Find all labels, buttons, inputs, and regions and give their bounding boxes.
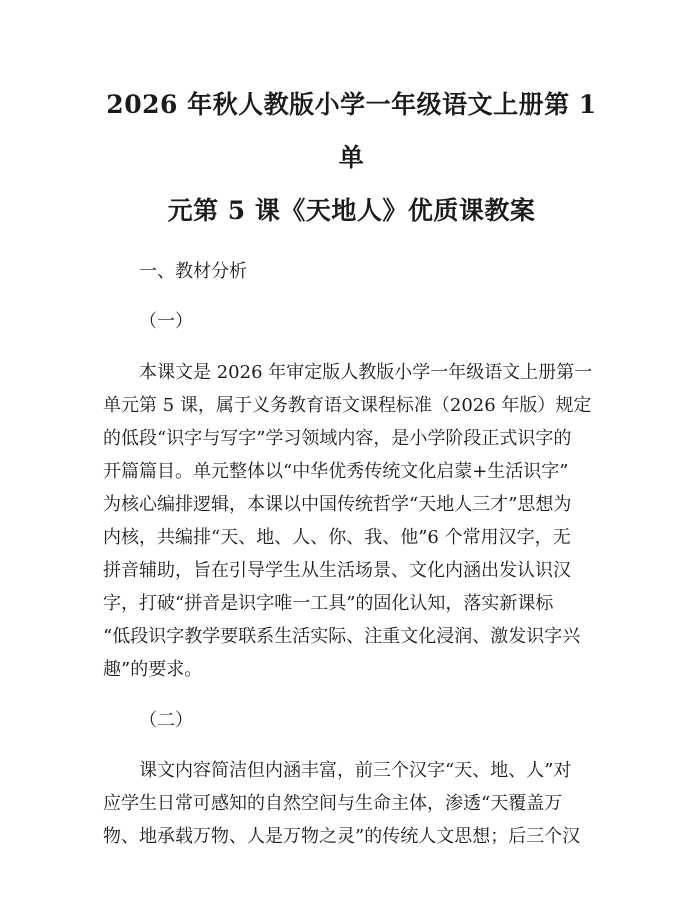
- title-line-2: 元第 5 课《天地人》优质课教案: [167, 196, 536, 225]
- paragraph-line: “低段识字教学要联系生活实际、注重文化浸润、激发识字兴: [103, 626, 581, 647]
- paragraph-line: 为核心编排逻辑，本课以中国传统哲学“天地人三才”思想为: [103, 494, 572, 515]
- paragraph-line: 开篇篇目。单元整体以“中华优秀传统文化启蒙+生活识字”: [103, 461, 569, 482]
- paragraph-line: 本课文是 2026 年审定版人教版小学一年级语文上册第一: [139, 362, 593, 383]
- paragraph-line: 物、地承载万物、人是万物之灵”的传统人文思想；后三个汉: [103, 826, 581, 847]
- sub-heading-2: （二）: [139, 710, 193, 731]
- paragraph-line: 趣”的要求。: [103, 659, 203, 680]
- paragraph-line: 的低段“识字与写字”学习领域内容，是小学阶段正式识字的: [103, 428, 572, 449]
- paragraph-line: 字，打破“拼音是识字唯一工具”的固化认知，落实新课标: [103, 593, 554, 614]
- document-title: [103, 78, 600, 237]
- paragraph-line: 拼音辅助，旨在引导学生从生活场景、文化内涵出发认识汉: [103, 560, 571, 581]
- paragraph-2: [103, 754, 600, 853]
- paragraph-line: 内核，共编排“天、地、人、你、我、他”6 个常用汉字，无: [103, 527, 571, 548]
- title-line-1: 2026 年秋人教版小学一年级语文上册第 1 单: [106, 90, 597, 172]
- paragraph-line: 课文内容简洁但内涵丰富，前三个汉字“天、地、人”对: [139, 760, 572, 781]
- section-heading: 一、教材分析: [139, 261, 247, 282]
- paragraph-line: 单元第 5 课，属于义务教育语文课程标准（2026 年版）规定: [103, 395, 592, 416]
- sub-heading-1: （一）: [139, 311, 193, 332]
- paragraph-line: 应学生日常可感知的自然空间与生命主体，渗透“天覆盖万: [103, 793, 563, 814]
- paragraph-1: [103, 356, 600, 686]
